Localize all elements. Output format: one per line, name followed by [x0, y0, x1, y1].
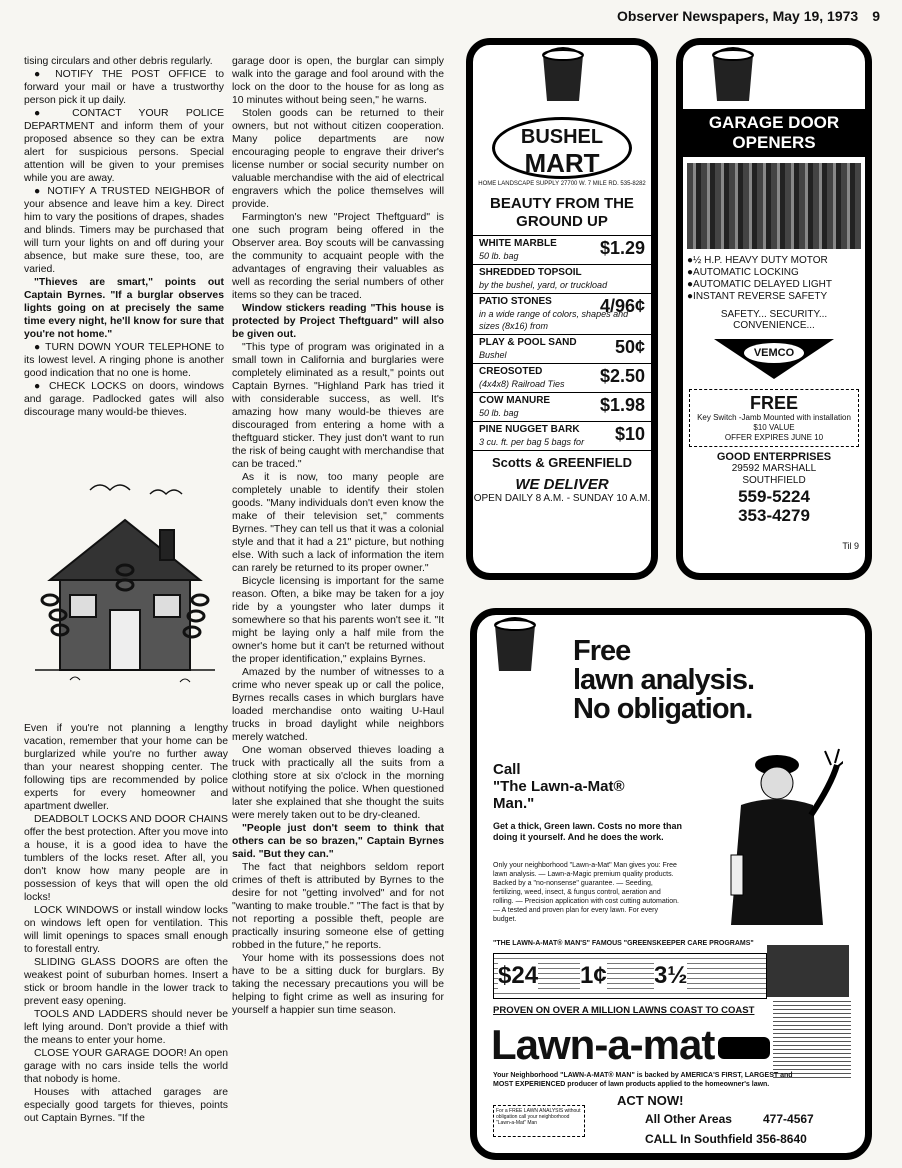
backing-statement: Your Neighborhood "LAWN-A-MAT® MAN" is backed by AMERICA'S FIRST, LARGEST and MOST EXPERIENCED producer of lawn products applied to the homeowner's lawn. [493, 1072, 793, 1088]
areas-label: All Other Areas [645, 1112, 732, 1126]
feature-item: ●INSTANT REVERSE SAFETY [687, 291, 828, 302]
benefit-text: Get a thick, Green lawn. Costs no more than doing it yourself. And he does the work. [493, 821, 683, 842]
paragraph: Farmington's new "Project Theftguard" is one such program being offered in the Observer area. Boy scouts will be canvassing the community to acquaint people with the advantages of engraving their valuables as well as recording the serial numbers of other items so they can be traced. [232, 212, 444, 301]
headline-line-2: lawn analysis. [573, 664, 755, 696]
store-address: HOME LANDSCAPE SUPPLY 27700 W. 7 MILE RD. 535-8282 [478, 181, 646, 187]
page-number: 9 [872, 8, 880, 24]
paragraph: TOOLS AND LADDERS should never be left lying around. Don't provide a thief with the means to enter your home. [24, 1009, 228, 1046]
paragraph: Your home with its possessions does not have to be a sitting duck for burglars. By taking the necessary precautions you will be helping to fight crime as well as insuring for yourself a happier sun time season. [232, 953, 444, 1016]
lawn-man-illustration [711, 735, 843, 925]
service-description: Only your neighborhood "Lawn-a-Mat" Man gives you: Free lawn analysis. — Lawn-a-Magic premium quality products. Backed by a "no-nonsense" guarantee. — Seeding, fertilizing, weed, insect, & fungus control, aeration and rolling. — Precision application with cost cutting automation. — A tested and proven plan for every lawn. For every budget. [493, 862, 679, 923]
paragraph: garage door is open, the burglar can simply walk into the garage and fool around with the lock on the door to the house for as long as 10 minutes without being seen," he warns. [232, 56, 444, 106]
opener-photo [687, 163, 861, 249]
proven-line: PROVEN ON OVER A MILLION LAWNS COAST TO COAST [493, 1005, 755, 1016]
analysis-coupon: For a FREE LAWN ANALYSIS without obligation call your neighborhood "Lawn-a-Mat" Man [493, 1105, 585, 1137]
paint-bucket-icon [533, 45, 593, 105]
phone-2: 353-4279 [738, 506, 810, 525]
product-name: CREOSOTED [479, 366, 543, 377]
product-desc: Bushel [479, 350, 507, 360]
price-2: 1¢ [580, 962, 607, 989]
delivery-note: WE DELIVER [515, 476, 609, 493]
headline-line-1: Free [573, 635, 631, 667]
paragraph: Window stickers reading "This house is protected by Project Theftguard" will also be given out. [232, 303, 444, 340]
paragraph: ● CHECK LOCKS on doors, windows and garage. Padlocked gates will also discourage many would-be thieves. [24, 381, 224, 418]
brand-line: Scotts & GREENFIELD [491, 455, 633, 470]
feature-item: ●½ H.P. HEAVY DUTY MOTOR [687, 255, 828, 266]
paint-bucket-icon [485, 615, 545, 675]
paragraph: ● NOTIFY A TRUSTED NEIGHBOR of your absence and leave him a key. Direct him to vary the positions of drapes, shades and blinds. Timers may be purchased that will turn your lights on and off during your absence, but make sure these, too, are varied. [24, 186, 224, 275]
paragraph: Houses with attached garages are especially good targets for thieves, points out Captain Byrnes. "If the [24, 1087, 228, 1124]
product-name: COW MANURE [479, 395, 551, 406]
product-name: PLAY & POOL SAND [479, 337, 577, 348]
product-desc: 50 lb. bag [479, 251, 519, 261]
product-name: WHITE MARBLE [479, 238, 557, 249]
price-3: 3½ [654, 962, 688, 989]
southfield-label: CALL In Southfield [645, 1132, 753, 1146]
call-heading [493, 761, 625, 812]
price-1: $24 [498, 962, 539, 989]
product-list [473, 235, 651, 450]
product-desc: 50 lb. bag [479, 408, 519, 418]
product-item [473, 334, 651, 363]
call-line-2: "The Lawn-a-Mat® [493, 778, 625, 795]
feature-list [683, 255, 865, 303]
product-price: 50¢ [614, 337, 645, 357]
paragraph: tising circulars and other debris regularly. [24, 56, 213, 67]
ad-headline: GARAGE DOOR OPENERS [683, 109, 865, 157]
paragraph: ● TURN DOWN YOUR TELEPHONE to its lowest level. A ringing phone is another good indication that no one is home. [24, 342, 224, 379]
coupon-free: FREE [749, 393, 798, 413]
program-heading: "THE LAWN-A-MAT® MAN'S" FAMOUS "GREENSKEEPER CARE PROGRAMS" [493, 940, 754, 947]
paragraph: LOCK WINDOWS or install window locks on windows left open for ventilation. This will limit openings to spaces small enough to forestall entry. [24, 905, 228, 955]
coupon-text: Key Switch -Jamb Mounted with installation $10 VALUE [697, 413, 851, 432]
lawn-a-mat-ad [470, 608, 872, 1160]
paragraph: Amazed by the number of witnesses to a crime who never speak up or call the police, Byrnes recalls cases in which burglars have loaded merchandise onto waiting U-Haul trucks in broad daylight while neighbors merely watched. [232, 667, 444, 743]
feature-item: ●AUTOMATIC DELAYED LIGHT [687, 279, 832, 290]
paragraph: "People just don't seem to think that others can be so brazen," Captain Byrnes said. "But they can." [232, 823, 444, 860]
ad-headline: BEAUTY FROM THE GROUND UP [490, 195, 634, 230]
product-name: PINE NUGGET BARK [479, 424, 580, 435]
product-price: 4/96¢ [599, 296, 645, 316]
areas-phone: 477-4567 [763, 1112, 814, 1126]
free-coupon [689, 389, 859, 447]
mower-icon [718, 1037, 770, 1059]
contact-phones [645, 1111, 814, 1147]
brand-name: VEMCO [744, 343, 804, 363]
paragraph: As it is now, too many people are completely unable to identify their stolen goods. "Many individuals don't even know the make of their television set," comments Byrnes. "They can tell us that it was a colonial style and that it had a 21" picture, but nothing else. With such a lack of information the item can rarely be returned to its proper owner." [232, 472, 444, 574]
program-price-table [493, 953, 767, 999]
paragraph: One woman observed thieves loading a truck with practically all the suits from a clothing store at six o'clock in the morning without notifying the police. When questioned later she explained that she thought the suits were merely taken out to be dry-cleaned. [232, 745, 444, 821]
product-item [473, 363, 651, 392]
business-name: GOOD ENTERPRISES [716, 451, 832, 463]
product-price: $10 [614, 424, 645, 444]
product-price: $1.98 [599, 395, 645, 415]
vemco-logo [714, 339, 834, 379]
product-bags-image [767, 945, 849, 997]
phone-1: 559-5224 [738, 487, 810, 506]
product-item [473, 235, 651, 264]
paragraph: The fact that neighbors seldom report crimes of theft is attributed by Byrnes to the desire for not "getting involved" and for not "wanting to make trouble." "The fact is that by not reporting a possible theft, people are practically insuring someone else of getting robbed in the future," he reports. [232, 862, 444, 951]
product-desc: 3 cu. ft. per bag 5 bags for [479, 437, 585, 447]
product-price: $1.29 [599, 238, 645, 258]
product-desc: in a wide range of colors, shapes and sizes (8x16) from [479, 309, 629, 331]
business-city: SOUTHFIELD [742, 475, 806, 486]
product-item [473, 392, 651, 421]
paragraph: Even if you're not planning a lengthy vacation, remember that your home can be burglarized while you're no further away than your nearest shopping center. The following tips are recommended by police experts for every homeowner and apartment dweller. [24, 723, 228, 812]
bushel-mart-ad [466, 38, 658, 580]
article-column-2 [232, 55, 444, 1017]
article-column-1-lower [24, 722, 228, 1125]
ad-footer [473, 450, 651, 505]
paragraph: "This type of program was originated in a small town in California and burglaries were completely eliminated as a result," points out Captain Byrnes. "Highland Park has tried it with considerable success, as well. It's amazing how many would-be thieves are discouraged from entering a home with a theftguard sticker. They just don't want to run the risk of being caught with merchandise that can be traced." [232, 342, 444, 470]
feature-item: ●AUTOMATIC LOCKING [687, 267, 799, 278]
southfield-phone: 356-8640 [756, 1132, 807, 1146]
paragraph: Bicycle licensing is important for the same reason. Often, a bike may be taken for a joy ride by a youngster who later dumps it somewhere so that his parents won't see it. "It might be laying only a half mile from the owner's home but it can't be returned without the proper identification," explains Byrnes. [232, 576, 444, 665]
logo-line-1: BUSHEL [520, 126, 604, 148]
act-now: ACT NOW! [617, 1093, 684, 1108]
masthead [617, 8, 880, 24]
hours-note: Til 9 [842, 541, 859, 551]
paragraph: ● NOTIFY THE POST OFFICE to forward your mail or have a trustworthy person pick it up daily. [24, 69, 224, 106]
call-line-1: Call [493, 761, 521, 778]
paragraph: ● CONTACT YOUR POLICE DEPARTMENT and inform them of your proposed absence so they can be extra alert for suspicious persons. Special attention will be given to your premises while you are away. [24, 108, 224, 184]
store-hours: OPEN DAILY 8 A.M. - SUNDAY 10 A.M. [473, 493, 651, 504]
product-desc: by the bushel, yard, or truckload [479, 280, 608, 290]
tagline: SAFETY... SECURITY... CONVENIENCE... [720, 309, 828, 331]
logo-text: Lawn-a-mat [491, 1021, 715, 1068]
product-name: PATIO STONES [479, 296, 552, 307]
paragraph: Stolen goods can be returned to their owners, but not without citizen cooperation. Many police departments are now encouraging people to engrave their driver's license number or social security number on valuable merchandise with the aid of electrical engravers which the police themselves will provide. [232, 108, 444, 210]
bushel-mart-logo [492, 117, 632, 179]
paragraph: "Thieves are smart," points out Captain Byrnes. "If a burglar observes lights going on at precisely the same time every night, he'll know for sure that you're not home." [24, 277, 224, 340]
house-chain-illustration [30, 470, 220, 705]
headline-line-3: No obligation. [573, 693, 753, 725]
product-price: $2.50 [599, 366, 645, 386]
paragraph: SLIDING GLASS DOORS are often the weakest point of suburban homes. Insert a stick or broom handle in the lower track to prevent easy opening. [24, 957, 228, 1007]
coupon-expiry: OFFER EXPIRES JUNE 10 [724, 433, 824, 442]
garage-door-ad [676, 38, 872, 580]
product-desc: (4x4x8) Railroad Ties [479, 379, 565, 389]
lawn-a-mat-logo [491, 1021, 770, 1069]
article-column-1 [24, 55, 224, 419]
product-item [473, 421, 651, 450]
product-item [473, 264, 651, 293]
business-info [683, 451, 865, 487]
paint-bucket-icon [703, 45, 763, 105]
product-item [473, 293, 651, 334]
business-street: 29592 MARSHALL [731, 463, 817, 474]
paper-date: Observer Newspapers, May 19, 1973 [616, 8, 859, 24]
ad-headline [573, 637, 754, 724]
call-line-3: Man." [493, 795, 535, 812]
fine-print-block [773, 999, 851, 1081]
paragraph: DEADBOLT LOCKS AND DOOR CHAINS offer the best protection. After you move into a house, it is a good idea to have the tumblers of the locks reset. After all, you don't know how many people are in possession of keys that will open the old locks! [24, 814, 228, 903]
paragraph: CLOSE YOUR GARAGE DOOR! An open garage with no cars inside tells the world that nobody is home. [24, 1048, 228, 1085]
logo-line-2: MART [524, 148, 600, 178]
product-name: SHREDDED TOPSOIL [479, 267, 582, 278]
